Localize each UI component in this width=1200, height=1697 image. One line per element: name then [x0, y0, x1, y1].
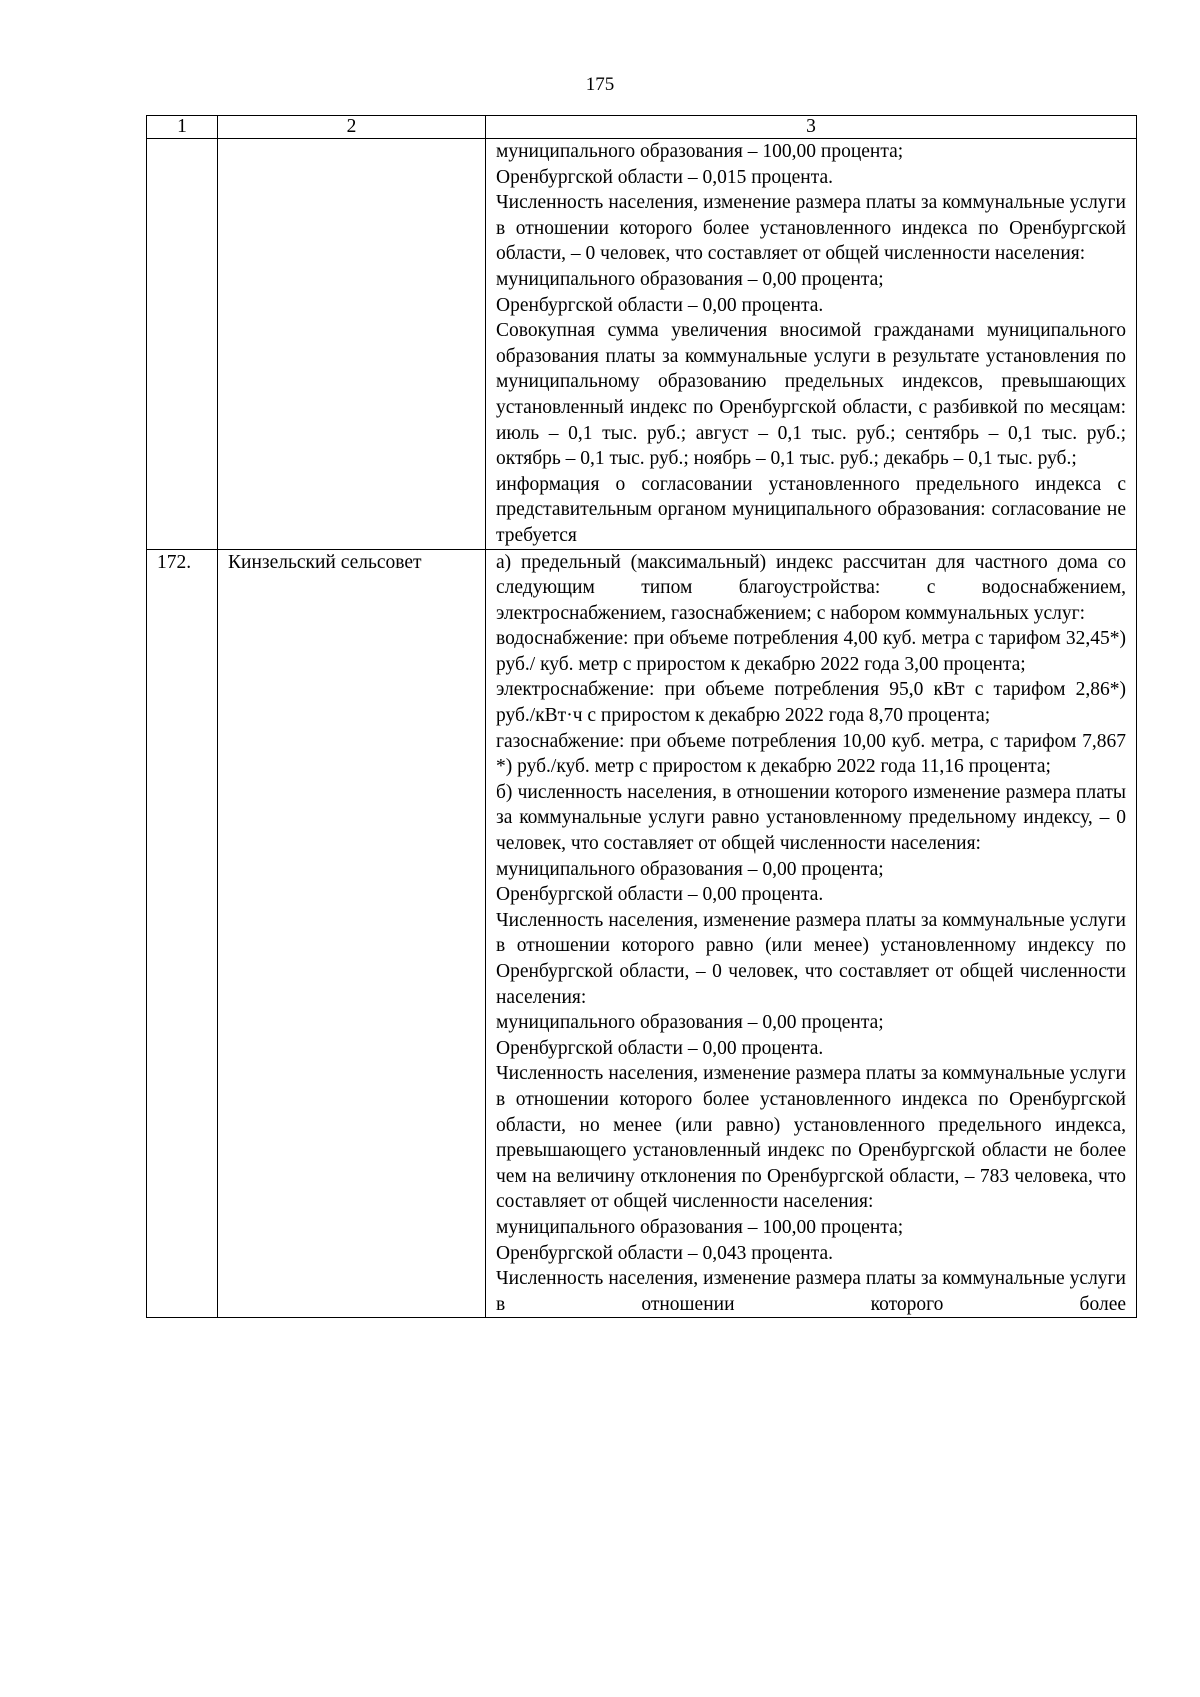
paragraph: Оренбургской области – 0,00 процента.: [496, 1037, 824, 1059]
table-row: [147, 139, 1137, 550]
row-number-cell: 172.: [147, 549, 218, 1318]
paragraph: Оренбургской области – 0,00 процента.: [496, 884, 824, 906]
paragraph: Совокупная сумма увеличения вносимой гражданами муниципального образования платы за коммунальные услуги в результате установления по муниципальному образованию предельных индексов, превышающих установленный индекс по Оренбургской области, с разбивкой по месяцам: июль – 0,1 тыс. руб.; август – 0,1 тыс. руб.; сентябрь – 0,1 тыс. руб.; октябрь – 0,1 тыс. руб.; ноябрь – 0,1 тыс. руб.; декабрь – 0,1 тыс. руб.;: [496, 320, 1126, 470]
row-content-cell: [486, 139, 1137, 550]
paragraph: муниципального образования – 0,00 процента;: [496, 858, 884, 880]
paragraph: Численность населения, изменение размера платы за коммунальные услуги в отношении которого равно (или менее) установленному индексу по Оренбургской области, – 0 человек, что составляет от общей численности населения:: [496, 909, 1126, 1008]
paragraph: Численность населения, изменение размера платы за коммунальные услуги в отношении которого более: [496, 1268, 1126, 1315]
paragraph: муниципального образования – 100,00 процента;: [496, 141, 904, 162]
paragraph: муниципального образования – 0,00 процента;: [496, 268, 884, 290]
row-name-cell: Кинзельский сельсовет: [218, 549, 486, 1318]
paragraph: Оренбургской области – 0,015 процента.: [496, 166, 833, 188]
column-header-3: 3: [486, 116, 1137, 139]
paragraph: Численность населения, изменение размера платы за коммунальные услуги в отношении которого более установленного индекса по Оренбургской области, но менее (или равно) установленного предельного индекса, превышающего установленный индекс по Оренбургской области не более чем на величину отклонения по Оренбургской области, – 783 человека, что составляет от общей численности населения:: [496, 1063, 1126, 1213]
row-number-cell: [147, 139, 218, 550]
paragraph: газоснабжение: при объеме потребления 10,00 куб. метра, с тарифом 7,867 *) руб./куб. метр с приростом к декабрю 2022 года 11,16 процента;: [496, 730, 1126, 778]
paragraph: Оренбургской области – 0,00 процента.: [496, 294, 824, 316]
paragraph: Оренбургской области – 0,043 процента.: [496, 1242, 833, 1264]
column-header-2: 2: [218, 116, 486, 139]
table-row: [147, 549, 1137, 1318]
paragraph: Численность населения, изменение размера платы за коммунальные услуги в отношении которого более установленного индекса по Оренбургской области, – 0 человек, что составляет от общей численности населения:: [496, 192, 1126, 265]
paragraph: а) предельный (максимальный) индекс рассчитан для частного дома со следующим типом благоустройства: с водоснабжением, электроснабжением, газоснабжением; с набором коммунальных услуг:: [496, 551, 1126, 624]
page-number: 175: [585, 74, 615, 95]
paragraph: муниципального образования – 0,00 процента;: [496, 1012, 884, 1034]
paragraph: б) численность населения, в отношении которого изменение размера платы за коммунальные услуги равно установленному предельному индексу, – 0 человек, что составляет от общей численности населения:: [496, 781, 1126, 855]
row-content-cell: [486, 549, 1137, 1318]
paragraph: информация о согласовании установленного предельного индекса с представительным органом муниципального образования: согласование не требуется: [496, 473, 1126, 546]
column-header-1: 1: [147, 116, 218, 139]
paragraph: водоснабжение: при объеме потребления 4,00 куб. метра с тарифом 32,45*) руб./ куб. метр с приростом к декабрю 2022 года 3,00 процента;: [496, 628, 1126, 675]
document-table: [146, 115, 1137, 1318]
paragraph: электроснабжение: при объеме потребления 95,0 кВт с тарифом 2,86*) руб./кВт·ч с приростом к декабрю 2022 года 8,70 процента;: [496, 679, 1126, 727]
header-row: [147, 116, 1137, 139]
row-name-cell: [218, 139, 486, 550]
paragraph: муниципального образования – 100,00 процента;: [496, 1216, 904, 1238]
